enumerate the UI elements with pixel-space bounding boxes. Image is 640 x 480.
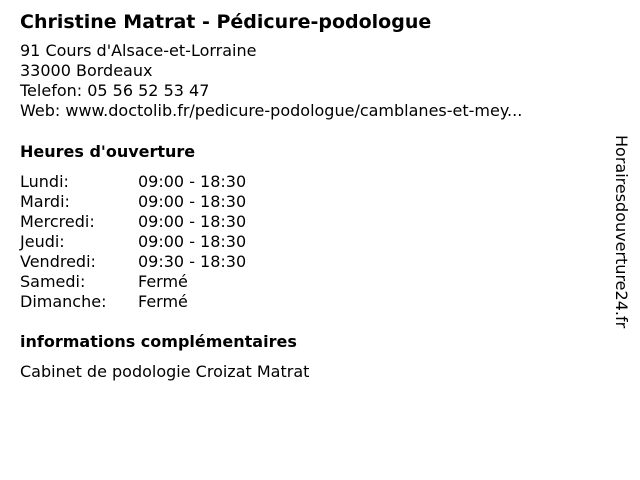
- info-text: Cabinet de podologie Croizat Matrat: [20, 362, 310, 381]
- day-label: Lundi:: [20, 172, 69, 191]
- contact-block: [20, 41, 600, 121]
- day-label: Mercredi:: [20, 212, 95, 231]
- hours-row-lundi: [20, 172, 600, 192]
- phone-label: Telefon:: [20, 81, 83, 100]
- hours-row-dimanche: [20, 292, 600, 312]
- web-label: Web:: [20, 101, 61, 120]
- day-label: Samedi:: [20, 272, 86, 291]
- web-line: [20, 101, 600, 121]
- time-value: 09:00 - 18:30: [138, 232, 247, 251]
- time-value: 09:00 - 18:30: [138, 172, 247, 191]
- day-label: Jeudi:: [20, 232, 65, 251]
- day-label: Mardi:: [20, 192, 70, 211]
- info-heading: informations complémentaires: [20, 332, 297, 351]
- address-line-1: 91 Cours d'Alsace-et-Lorraine: [20, 41, 257, 60]
- hours-heading: Heures d'ouverture: [20, 142, 196, 161]
- watermark-text: Horairesdouverture24.fr: [612, 135, 631, 329]
- day-label: Dimanche:: [20, 292, 107, 311]
- hours-row-vendredi: [20, 252, 600, 272]
- website-link[interactable]: www.doctolib.fr/pedicure-podologue/camblanes-et-mey...: [65, 101, 523, 120]
- time-value: 09:00 - 18:30: [138, 192, 247, 211]
- time-value: Fermé: [138, 292, 188, 311]
- phone-number[interactable]: 05 56 52 53 47: [87, 81, 210, 100]
- day-label: Vendredi:: [20, 252, 96, 271]
- time-value: 09:30 - 18:30: [138, 252, 247, 271]
- hours-row-jeudi: [20, 232, 600, 252]
- hours-row-mardi: [20, 192, 600, 212]
- time-value: 09:00 - 18:30: [138, 212, 247, 231]
- business-title: Christine Matrat - Pédicure-podologue: [20, 11, 432, 33]
- hours-row-mercredi: [20, 212, 600, 232]
- phone-line: [20, 81, 600, 101]
- address-line-2: 33000 Bordeaux: [20, 61, 153, 80]
- hours-row-samedi: [20, 272, 600, 292]
- business-card: [20, 9, 600, 382]
- hours-table: [20, 172, 600, 312]
- time-value: Fermé: [138, 272, 188, 291]
